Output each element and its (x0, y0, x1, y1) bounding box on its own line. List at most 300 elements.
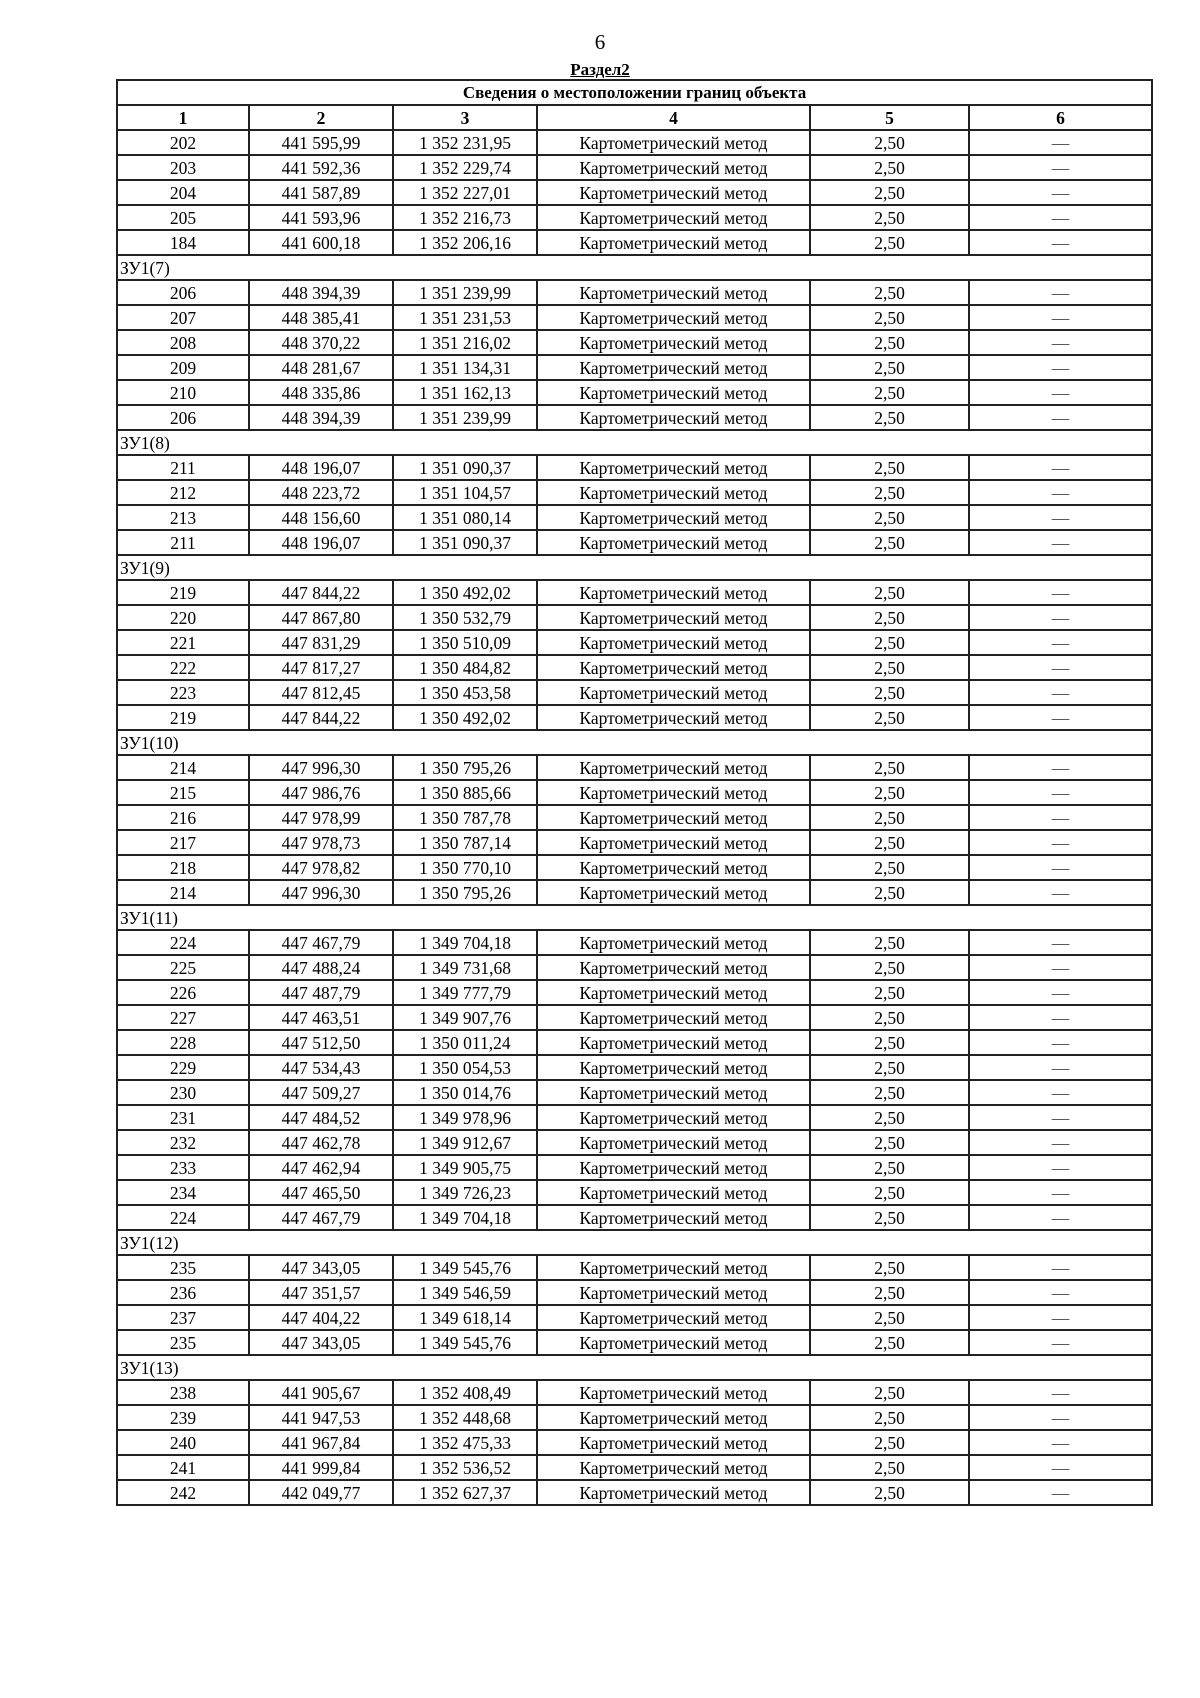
coord-x-cell: 447 487,79 (249, 980, 393, 1005)
point-number-cell: 207 (117, 305, 249, 330)
table-caption: Сведения о местоположении границ объекта (117, 80, 1152, 105)
coord-y-cell: 1 352 627,37 (393, 1480, 537, 1505)
method-cell: Картометрический метод (537, 1305, 810, 1330)
coord-x-cell: 447 404,22 (249, 1305, 393, 1330)
section-title: Раздел2 (570, 60, 630, 79)
coord-x-cell: 447 467,79 (249, 1205, 393, 1230)
table-row (117, 1080, 1152, 1105)
coord-x-cell: 447 351,57 (249, 1280, 393, 1305)
description-cell: — (969, 955, 1152, 980)
column-header: 3 (393, 105, 537, 130)
point-number-cell: 205 (117, 205, 249, 230)
coord-x-cell: 447 484,52 (249, 1105, 393, 1130)
method-cell: Картометрический метод (537, 1055, 810, 1080)
accuracy-cell: 2,50 (810, 1080, 969, 1105)
coord-x-cell: 447 463,51 (249, 1005, 393, 1030)
accuracy-cell: 2,50 (810, 455, 969, 480)
description-cell: — (969, 530, 1152, 555)
method-cell: Картометрический метод (537, 755, 810, 780)
table-row (117, 1280, 1152, 1305)
accuracy-cell: 2,50 (810, 1030, 969, 1055)
table-row (117, 1130, 1152, 1155)
point-number-cell: 222 (117, 655, 249, 680)
accuracy-cell: 2,50 (810, 405, 969, 430)
group-header-row (117, 730, 1152, 755)
coord-x-cell: 448 394,39 (249, 405, 393, 430)
point-number-cell: 241 (117, 1455, 249, 1480)
table-row (117, 1030, 1152, 1055)
coord-y-cell: 1 349 777,79 (393, 980, 537, 1005)
point-number-cell: 233 (117, 1155, 249, 1180)
accuracy-cell: 2,50 (810, 530, 969, 555)
coord-x-cell: 447 462,94 (249, 1155, 393, 1180)
coord-x-cell: 448 196,07 (249, 455, 393, 480)
group-label: ЗУ1(10) (117, 730, 1152, 755)
accuracy-cell: 2,50 (810, 980, 969, 1005)
coord-x-cell: 441 587,89 (249, 180, 393, 205)
accuracy-cell: 2,50 (810, 1130, 969, 1155)
point-number-cell: 232 (117, 1130, 249, 1155)
table-row (117, 1055, 1152, 1080)
table-row (117, 1380, 1152, 1405)
accuracy-cell: 2,50 (810, 605, 969, 630)
description-cell: — (969, 1205, 1152, 1230)
coord-x-cell: 441 947,53 (249, 1405, 393, 1430)
method-cell: Картометрический метод (537, 805, 810, 830)
point-number-cell: 237 (117, 1305, 249, 1330)
table-row (117, 880, 1152, 905)
table-row (117, 1455, 1152, 1480)
table-row (117, 830, 1152, 855)
group-header-row (117, 430, 1152, 455)
coord-y-cell: 1 351 239,99 (393, 405, 537, 430)
description-cell: — (969, 780, 1152, 805)
column-header: 2 (249, 105, 393, 130)
coord-x-cell: 441 595,99 (249, 130, 393, 155)
description-cell: — (969, 280, 1152, 305)
method-cell: Картометрический метод (537, 1405, 810, 1430)
point-number-cell: 206 (117, 280, 249, 305)
table-row (117, 655, 1152, 680)
accuracy-cell: 2,50 (810, 205, 969, 230)
method-cell: Картометрический метод (537, 705, 810, 730)
accuracy-cell: 2,50 (810, 1430, 969, 1455)
accuracy-cell: 2,50 (810, 1330, 969, 1355)
coord-y-cell: 1 350 510,09 (393, 630, 537, 655)
description-cell: — (969, 1455, 1152, 1480)
accuracy-cell: 2,50 (810, 930, 969, 955)
column-header: 4 (537, 105, 810, 130)
method-cell: Картометрический метод (537, 380, 810, 405)
coord-y-cell: 1 350 484,82 (393, 655, 537, 680)
point-number-cell: 219 (117, 705, 249, 730)
table-row (117, 630, 1152, 655)
table-row (117, 1405, 1152, 1430)
table-row (117, 405, 1152, 430)
point-number-cell: 210 (117, 380, 249, 405)
coord-y-cell: 1 349 545,76 (393, 1330, 537, 1355)
accuracy-cell: 2,50 (810, 155, 969, 180)
table-row (117, 505, 1152, 530)
coord-x-cell: 441 600,18 (249, 230, 393, 255)
coord-y-cell: 1 350 795,26 (393, 755, 537, 780)
method-cell: Картометрический метод (537, 1030, 810, 1055)
coord-y-cell: 1 350 787,14 (393, 830, 537, 855)
coord-y-cell: 1 349 912,67 (393, 1130, 537, 1155)
description-cell: — (969, 705, 1152, 730)
coord-x-cell: 447 978,82 (249, 855, 393, 880)
method-cell: Картометрический метод (537, 330, 810, 355)
method-cell: Картометрический метод (537, 1280, 810, 1305)
group-label: ЗУ1(9) (117, 555, 1152, 580)
coord-x-cell: 447 467,79 (249, 930, 393, 955)
coord-y-cell: 1 351 231,53 (393, 305, 537, 330)
table-row (117, 930, 1152, 955)
method-cell: Картометрический метод (537, 955, 810, 980)
description-cell: — (969, 1130, 1152, 1155)
table-row (117, 605, 1152, 630)
description-cell: — (969, 1305, 1152, 1330)
point-number-cell: 216 (117, 805, 249, 830)
accuracy-cell: 2,50 (810, 1305, 969, 1330)
method-cell: Картометрический метод (537, 130, 810, 155)
point-number-cell: 204 (117, 180, 249, 205)
method-cell: Картометрический метод (537, 1430, 810, 1455)
table-row (117, 805, 1152, 830)
coord-y-cell: 1 352 229,74 (393, 155, 537, 180)
point-number-cell: 212 (117, 480, 249, 505)
method-cell: Картометрический метод (537, 1155, 810, 1180)
coord-x-cell: 442 049,77 (249, 1480, 393, 1505)
coord-x-cell: 447 812,45 (249, 680, 393, 705)
description-cell: — (969, 1030, 1152, 1055)
description-cell: — (969, 605, 1152, 630)
column-header: 5 (810, 105, 969, 130)
method-cell: Картометрический метод (537, 405, 810, 430)
accuracy-cell: 2,50 (810, 1380, 969, 1405)
table-row (117, 280, 1152, 305)
point-number-cell: 206 (117, 405, 249, 430)
method-cell: Картометрический метод (537, 1180, 810, 1205)
point-number-cell: 217 (117, 830, 249, 855)
accuracy-cell: 2,50 (810, 380, 969, 405)
coord-y-cell: 1 350 770,10 (393, 855, 537, 880)
method-cell: Картометрический метод (537, 1480, 810, 1505)
table-row (117, 855, 1152, 880)
table-row (117, 205, 1152, 230)
accuracy-cell: 2,50 (810, 780, 969, 805)
description-cell: — (969, 1255, 1152, 1280)
coord-x-cell: 448 156,60 (249, 505, 393, 530)
coord-y-cell: 1 351 080,14 (393, 505, 537, 530)
method-cell: Картометрический метод (537, 480, 810, 505)
accuracy-cell: 2,50 (810, 305, 969, 330)
accuracy-cell: 2,50 (810, 480, 969, 505)
coord-y-cell: 1 349 704,18 (393, 930, 537, 955)
coord-x-cell: 441 592,36 (249, 155, 393, 180)
accuracy-cell: 2,50 (810, 1180, 969, 1205)
description-cell: — (969, 505, 1152, 530)
coord-y-cell: 1 349 545,76 (393, 1255, 537, 1280)
description-cell: — (969, 480, 1152, 505)
accuracy-cell: 2,50 (810, 655, 969, 680)
table-row (117, 580, 1152, 605)
method-cell: Картометрический метод (537, 505, 810, 530)
description-cell: — (969, 205, 1152, 230)
description-cell: — (969, 230, 1152, 255)
point-number-cell: 234 (117, 1180, 249, 1205)
accuracy-cell: 2,50 (810, 1280, 969, 1305)
method-cell: Картометрический метод (537, 1130, 810, 1155)
coord-y-cell: 1 349 546,59 (393, 1280, 537, 1305)
table-row (117, 680, 1152, 705)
description-cell: — (969, 580, 1152, 605)
coord-y-cell: 1 352 216,73 (393, 205, 537, 230)
point-number-cell: 211 (117, 530, 249, 555)
group-label: ЗУ1(12) (117, 1230, 1152, 1255)
accuracy-cell: 2,50 (810, 1455, 969, 1480)
table-row (117, 1305, 1152, 1330)
point-number-cell: 224 (117, 1205, 249, 1230)
method-cell: Картометрический метод (537, 1330, 810, 1355)
coord-y-cell: 1 350 492,02 (393, 580, 537, 605)
table-row (117, 1105, 1152, 1130)
coord-x-cell: 441 967,84 (249, 1430, 393, 1455)
accuracy-cell: 2,50 (810, 680, 969, 705)
coord-y-cell: 1 350 054,53 (393, 1055, 537, 1080)
coord-x-cell: 447 978,99 (249, 805, 393, 830)
description-cell: — (969, 880, 1152, 905)
description-cell: — (969, 755, 1152, 780)
description-cell: — (969, 830, 1152, 855)
method-cell: Картометрический метод (537, 1380, 810, 1405)
table-row (117, 1205, 1152, 1230)
boundary-table (116, 79, 1153, 1506)
description-cell: — (969, 155, 1152, 180)
coord-x-cell: 447 996,30 (249, 755, 393, 780)
coord-x-cell: 447 343,05 (249, 1330, 393, 1355)
description-cell: — (969, 680, 1152, 705)
coord-y-cell: 1 351 104,57 (393, 480, 537, 505)
point-number-cell: 227 (117, 1005, 249, 1030)
method-cell: Картометрический метод (537, 205, 810, 230)
group-label: ЗУ1(7) (117, 255, 1152, 280)
column-header: 6 (969, 105, 1152, 130)
coord-y-cell: 1 349 618,14 (393, 1305, 537, 1330)
method-cell: Картометрический метод (537, 880, 810, 905)
coord-y-cell: 1 350 014,76 (393, 1080, 537, 1105)
description-cell: — (969, 305, 1152, 330)
accuracy-cell: 2,50 (810, 830, 969, 855)
point-number-cell: 236 (117, 1280, 249, 1305)
point-number-cell: 202 (117, 130, 249, 155)
point-number-cell: 211 (117, 455, 249, 480)
table-row (117, 130, 1152, 155)
description-cell: — (969, 355, 1152, 380)
point-number-cell: 218 (117, 855, 249, 880)
accuracy-cell: 2,50 (810, 955, 969, 980)
accuracy-cell: 2,50 (810, 505, 969, 530)
coord-x-cell: 447 844,22 (249, 580, 393, 605)
description-cell: — (969, 980, 1152, 1005)
coord-x-cell: 447 986,76 (249, 780, 393, 805)
coord-y-cell: 1 349 907,76 (393, 1005, 537, 1030)
point-number-cell: 238 (117, 1380, 249, 1405)
method-cell: Картометрический метод (537, 680, 810, 705)
point-number-cell: 239 (117, 1405, 249, 1430)
table-row (117, 780, 1152, 805)
coord-y-cell: 1 351 162,13 (393, 380, 537, 405)
point-number-cell: 219 (117, 580, 249, 605)
coord-y-cell: 1 352 227,01 (393, 180, 537, 205)
accuracy-cell: 2,50 (810, 1405, 969, 1430)
accuracy-cell: 2,50 (810, 705, 969, 730)
method-cell: Картометрический метод (537, 305, 810, 330)
method-cell: Картометрический метод (537, 780, 810, 805)
coord-x-cell: 448 223,72 (249, 480, 393, 505)
coord-y-cell: 1 351 090,37 (393, 530, 537, 555)
description-cell: — (969, 1430, 1152, 1455)
accuracy-cell: 2,50 (810, 230, 969, 255)
coord-y-cell: 1 352 408,49 (393, 1380, 537, 1405)
table-row (117, 1330, 1152, 1355)
coord-x-cell: 447 831,29 (249, 630, 393, 655)
table-row (117, 480, 1152, 505)
group-label: ЗУ1(13) (117, 1355, 1152, 1380)
coord-x-cell: 447 867,80 (249, 605, 393, 630)
coord-x-cell: 448 394,39 (249, 280, 393, 305)
table-row (117, 1255, 1152, 1280)
accuracy-cell: 2,50 (810, 355, 969, 380)
accuracy-cell: 2,50 (810, 630, 969, 655)
group-header-row (117, 1355, 1152, 1380)
accuracy-cell: 2,50 (810, 330, 969, 355)
description-cell: — (969, 1405, 1152, 1430)
table-row (117, 705, 1152, 730)
coord-y-cell: 1 349 704,18 (393, 1205, 537, 1230)
point-number-cell: 235 (117, 1330, 249, 1355)
description-cell: — (969, 405, 1152, 430)
group-header-row (117, 555, 1152, 580)
table-row (117, 755, 1152, 780)
method-cell: Картометрический метод (537, 155, 810, 180)
point-number-cell: 208 (117, 330, 249, 355)
point-number-cell: 235 (117, 1255, 249, 1280)
column-header-row (117, 105, 1152, 130)
point-number-cell: 226 (117, 980, 249, 1005)
coord-y-cell: 1 350 011,24 (393, 1030, 537, 1055)
point-number-cell: 220 (117, 605, 249, 630)
table-row (117, 530, 1152, 555)
point-number-cell: 229 (117, 1055, 249, 1080)
coord-x-cell: 441 593,96 (249, 205, 393, 230)
table-row (117, 305, 1152, 330)
method-cell: Картометрический метод (537, 630, 810, 655)
accuracy-cell: 2,50 (810, 180, 969, 205)
coord-x-cell: 448 281,67 (249, 355, 393, 380)
coord-y-cell: 1 352 206,16 (393, 230, 537, 255)
group-header-row (117, 1230, 1152, 1255)
column-header: 1 (117, 105, 249, 130)
group-label: ЗУ1(11) (117, 905, 1152, 930)
description-cell: — (969, 380, 1152, 405)
accuracy-cell: 2,50 (810, 1105, 969, 1130)
point-number-cell: 223 (117, 680, 249, 705)
table-row (117, 455, 1152, 480)
description-cell: — (969, 855, 1152, 880)
coord-y-cell: 1 352 231,95 (393, 130, 537, 155)
method-cell: Картометрический метод (537, 580, 810, 605)
description-cell: — (969, 180, 1152, 205)
coord-x-cell: 447 844,22 (249, 705, 393, 730)
coord-y-cell: 1 349 978,96 (393, 1105, 537, 1130)
point-number-cell: 214 (117, 755, 249, 780)
point-number-cell: 242 (117, 1480, 249, 1505)
method-cell: Картометрический метод (537, 355, 810, 380)
method-cell: Картометрический метод (537, 830, 810, 855)
group-label: ЗУ1(8) (117, 430, 1152, 455)
coord-y-cell: 1 351 216,02 (393, 330, 537, 355)
accuracy-cell: 2,50 (810, 805, 969, 830)
method-cell: Картометрический метод (537, 605, 810, 630)
description-cell: — (969, 1280, 1152, 1305)
table-row (117, 1180, 1152, 1205)
accuracy-cell: 2,50 (810, 1255, 969, 1280)
description-cell: — (969, 130, 1152, 155)
group-header-row (117, 905, 1152, 930)
table-caption-row (117, 80, 1152, 105)
table-row (117, 1155, 1152, 1180)
method-cell: Картометрический метод (537, 980, 810, 1005)
group-header-row (117, 255, 1152, 280)
method-cell: Картометрический метод (537, 1205, 810, 1230)
point-number-cell: 225 (117, 955, 249, 980)
description-cell: — (969, 1005, 1152, 1030)
coord-y-cell: 1 350 795,26 (393, 880, 537, 905)
point-number-cell: 213 (117, 505, 249, 530)
description-cell: — (969, 1480, 1152, 1505)
method-cell: Картометрический метод (537, 1005, 810, 1030)
method-cell: Картометрический метод (537, 455, 810, 480)
coord-x-cell: 448 385,41 (249, 305, 393, 330)
description-cell: — (969, 330, 1152, 355)
point-number-cell: 221 (117, 630, 249, 655)
point-number-cell: 209 (117, 355, 249, 380)
description-cell: — (969, 805, 1152, 830)
method-cell: Картометрический метод (537, 180, 810, 205)
accuracy-cell: 2,50 (810, 1005, 969, 1030)
coord-y-cell: 1 349 731,68 (393, 955, 537, 980)
coord-x-cell: 447 343,05 (249, 1255, 393, 1280)
point-number-cell: 230 (117, 1080, 249, 1105)
point-number-cell: 228 (117, 1030, 249, 1055)
accuracy-cell: 2,50 (810, 580, 969, 605)
accuracy-cell: 2,50 (810, 755, 969, 780)
coord-y-cell: 1 350 532,79 (393, 605, 537, 630)
coord-y-cell: 1 350 885,66 (393, 780, 537, 805)
table-row (117, 380, 1152, 405)
description-cell: — (969, 630, 1152, 655)
method-cell: Картометрический метод (537, 280, 810, 305)
page-number: 6 (594, 30, 606, 54)
coord-x-cell: 447 996,30 (249, 880, 393, 905)
point-number-cell: 224 (117, 930, 249, 955)
coord-y-cell: 1 352 448,68 (393, 1405, 537, 1430)
coord-x-cell: 447 488,24 (249, 955, 393, 980)
description-cell: — (969, 1080, 1152, 1105)
table-row (117, 155, 1152, 180)
method-cell: Картометрический метод (537, 1255, 810, 1280)
